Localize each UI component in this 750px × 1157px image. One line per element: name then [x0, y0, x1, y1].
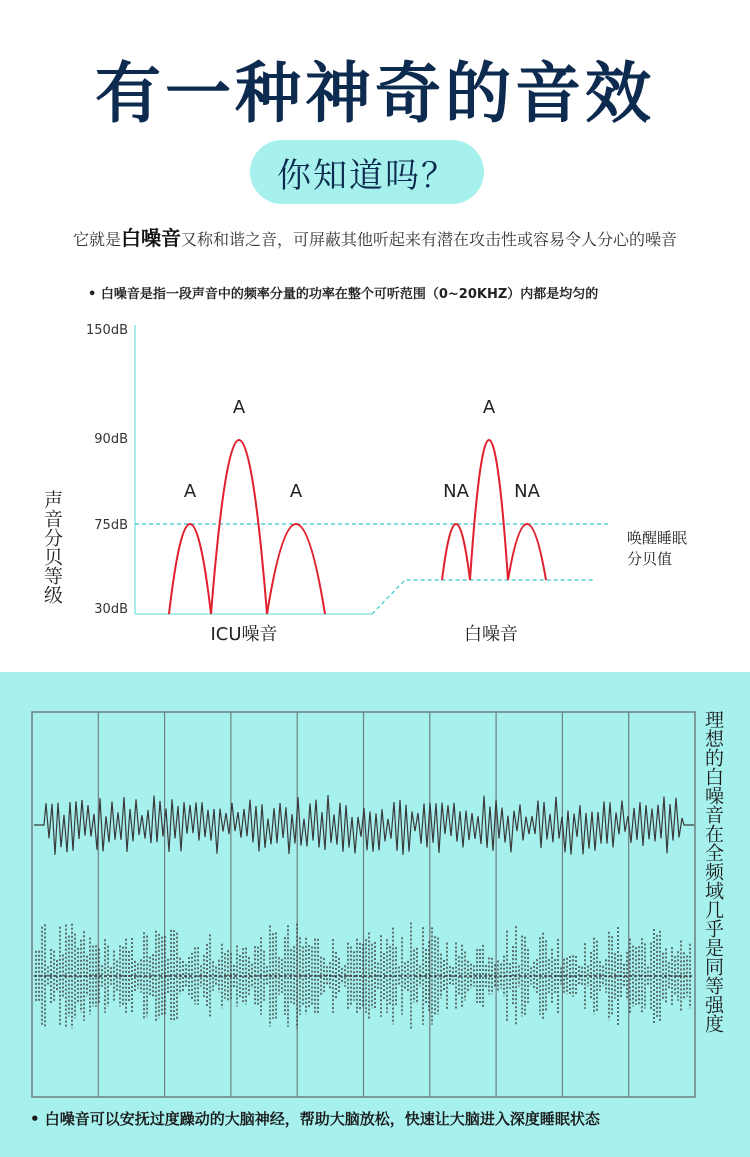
y-tick-label: 75dB	[94, 518, 128, 533]
reference-line-label-1: 唤醒睡眠	[627, 529, 688, 547]
page-title: 有一种神奇的音效	[95, 55, 655, 132]
peak-label: NA	[514, 481, 540, 502]
side-caption: 理想的白噪音在全频域几乎是同等强度	[702, 710, 724, 1033]
peak-label: A	[232, 397, 246, 418]
question-badge: 你知道吗？	[250, 140, 484, 204]
white-noise-benefit: • 白噪音可以安抚过度躁动的大脑神经，帮助大脑放松，快速让大脑进入深度睡眠状态	[30, 1110, 600, 1128]
peak-label: A	[289, 481, 303, 502]
category-label-white-noise: 白噪音	[464, 624, 518, 645]
category-label-icu: ICU噪音	[210, 624, 278, 645]
y-tick-label: 30dB	[94, 602, 128, 617]
reference-line-label-2: 分贝值	[627, 550, 673, 568]
white-noise-definition: • 白噪音是指一段声音中的频率分量的功率在整个可听范围（0~20KHZ）内都是均匀的	[88, 287, 599, 302]
waveform-grid	[98, 712, 628, 1097]
y-axis-title: 声音分贝等级	[41, 490, 63, 604]
intro-prefix: 它就是	[72, 230, 121, 249]
intro-highlight: 白噪音	[121, 226, 181, 250]
intro-suffix: 又称和谐之音，可屏蔽其他听起来有潜在攻击性或容易令人分心的噪音	[181, 230, 678, 249]
y-tick-label: 150dB	[86, 323, 128, 338]
peak-label: A	[482, 397, 496, 418]
peak-label: A	[183, 481, 197, 502]
peak-label: NA	[443, 481, 469, 502]
y-tick-label: 90dB	[94, 432, 128, 447]
